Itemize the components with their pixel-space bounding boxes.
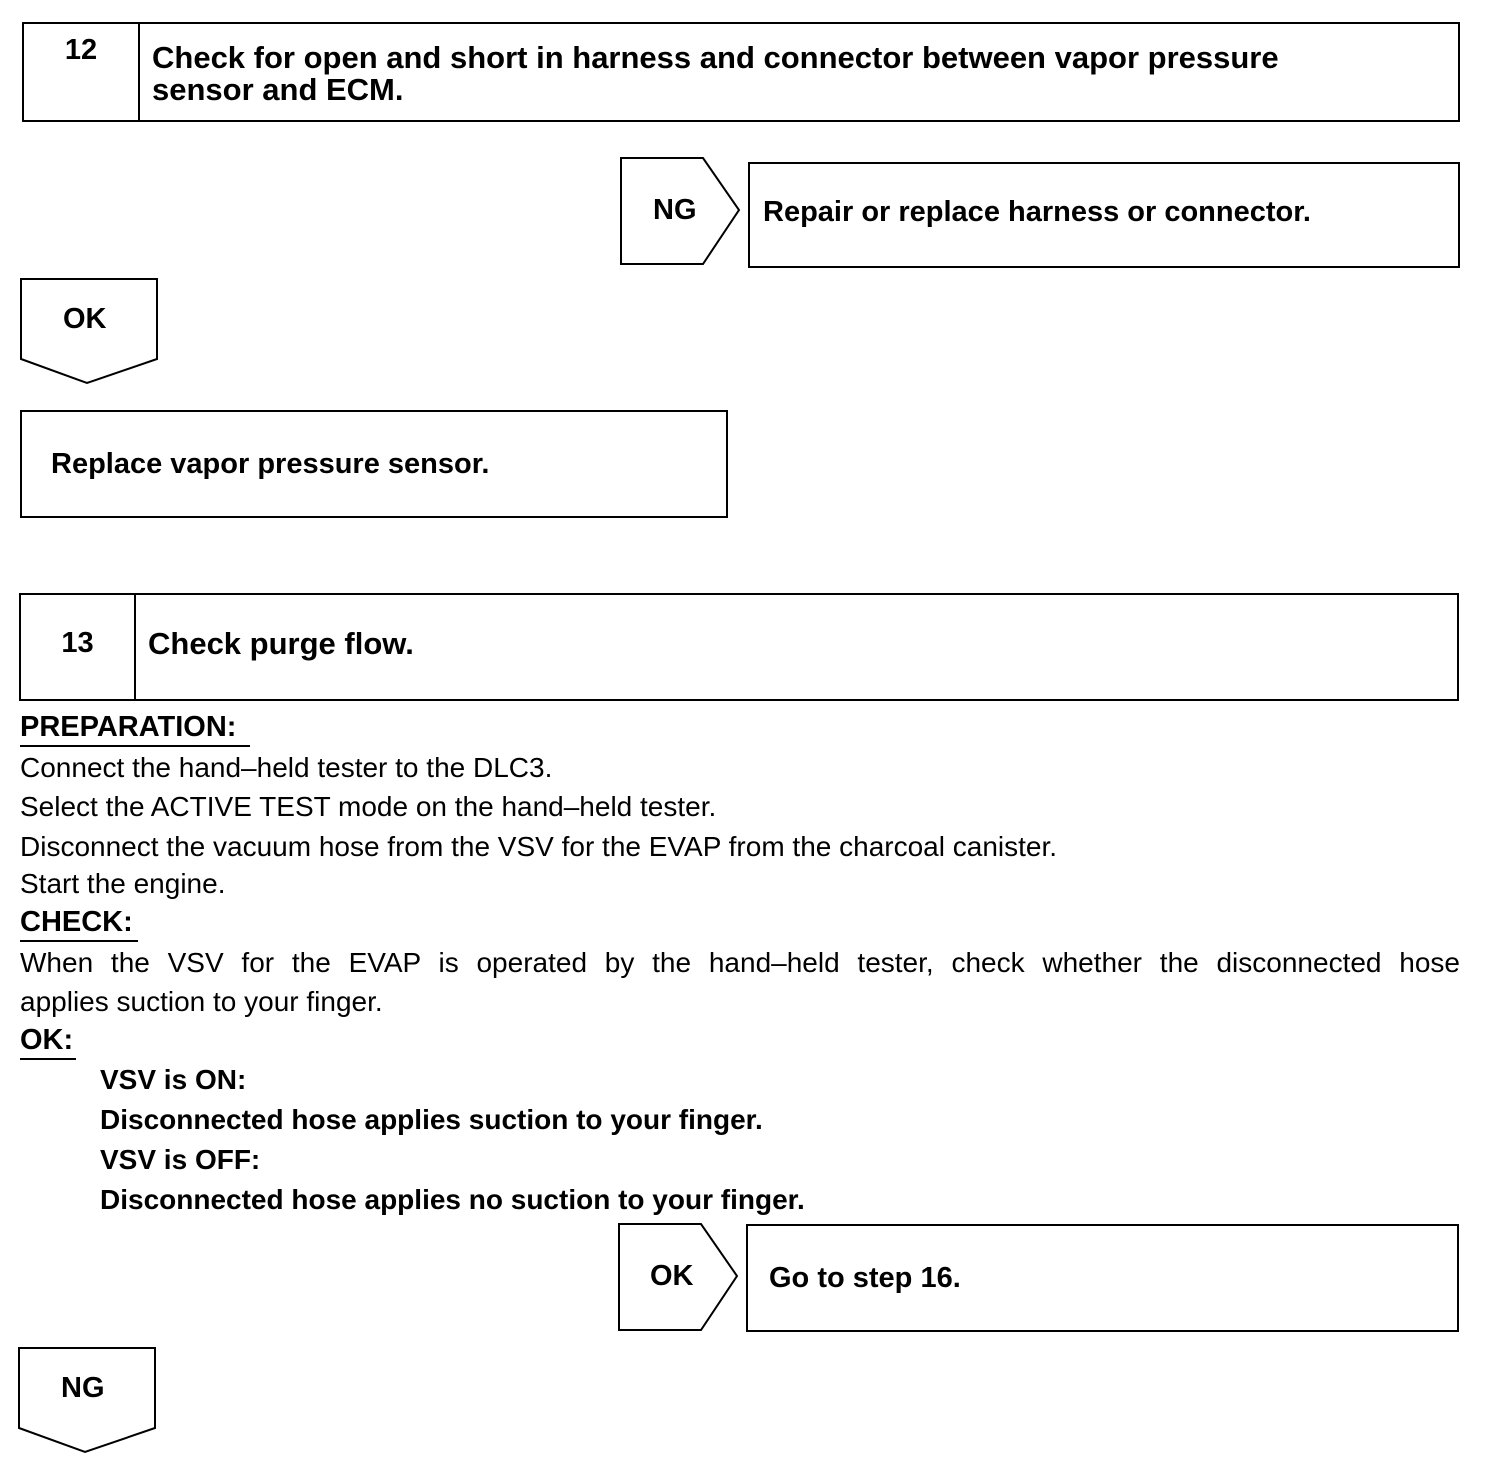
step-12-ok-action: Replace vapor pressure sensor. — [51, 448, 490, 480]
check-line-1: When the VSV for the EVAP is operated by the hand–held tester, check whether the disconnected hose — [20, 947, 1460, 978]
step-12-title-line1: Check for open and short in harness and connector between vapor pressure — [152, 40, 1279, 75]
ok-heading-text: OK: — [20, 1024, 74, 1056]
ok-spec-line-1: VSV is ON: — [100, 1064, 247, 1095]
step-13-ng-arrow — [17, 1346, 159, 1456]
step-12-ng-result — [748, 162, 1460, 268]
step-12-header — [22, 22, 1460, 122]
preparation-heading-text: PREPARATION: — [20, 711, 237, 743]
preparation-line-2: Select the ACTIVE TEST mode on the hand–held tester. — [20, 791, 717, 822]
step-13-header — [19, 593, 1459, 701]
check-heading — [20, 905, 133, 939]
step-12-title-line2: sensor and ECM. — [152, 72, 404, 107]
step-12-ng-label: NG — [653, 194, 697, 226]
ok-underline — [20, 1058, 76, 1060]
step-12-ng-arrow — [619, 156, 743, 266]
step-13-number: 13 — [21, 595, 136, 699]
preparation-line-3: Disconnect the vacuum hose from the VSV for the EVAP from the charcoal canister. — [20, 831, 1058, 862]
step-12-number: 12 — [24, 24, 140, 120]
step-12-ok-arrow — [19, 277, 161, 387]
step-12-ok-result — [20, 410, 728, 518]
ok-spec-line-3: VSV is OFF: — [100, 1144, 261, 1175]
step-12-ok-label: OK — [63, 303, 107, 335]
ok-spec-line-4: Disconnected hose applies no suction to your finger. — [100, 1184, 805, 1215]
step-13-ng-label: NG — [61, 1372, 105, 1404]
check-heading-text: CHECK: — [20, 906, 133, 938]
preparation-heading — [20, 710, 236, 744]
step-13-ok-label: OK — [650, 1260, 694, 1292]
step-12-title — [140, 24, 1279, 120]
step-13-title: Check purge flow. — [148, 626, 414, 661]
preparation-line-4: Start the engine. — [20, 868, 226, 899]
ok-spec-line-2: Disconnected hose applies suction to your finger. — [100, 1104, 763, 1135]
step-12-ng-action: Repair or replace harness or connector. — [763, 196, 1311, 228]
step-13-ok-arrow — [617, 1222, 741, 1332]
check-underline — [20, 940, 138, 942]
step-13-ok-result — [746, 1224, 1459, 1332]
step-13-ok-action: Go to step 16. — [769, 1262, 961, 1294]
preparation-underline — [20, 745, 250, 747]
check-line-2: applies suction to your finger. — [20, 986, 383, 1017]
preparation-line-1: Connect the hand–held tester to the DLC3. — [20, 752, 553, 783]
ok-heading — [20, 1023, 73, 1057]
